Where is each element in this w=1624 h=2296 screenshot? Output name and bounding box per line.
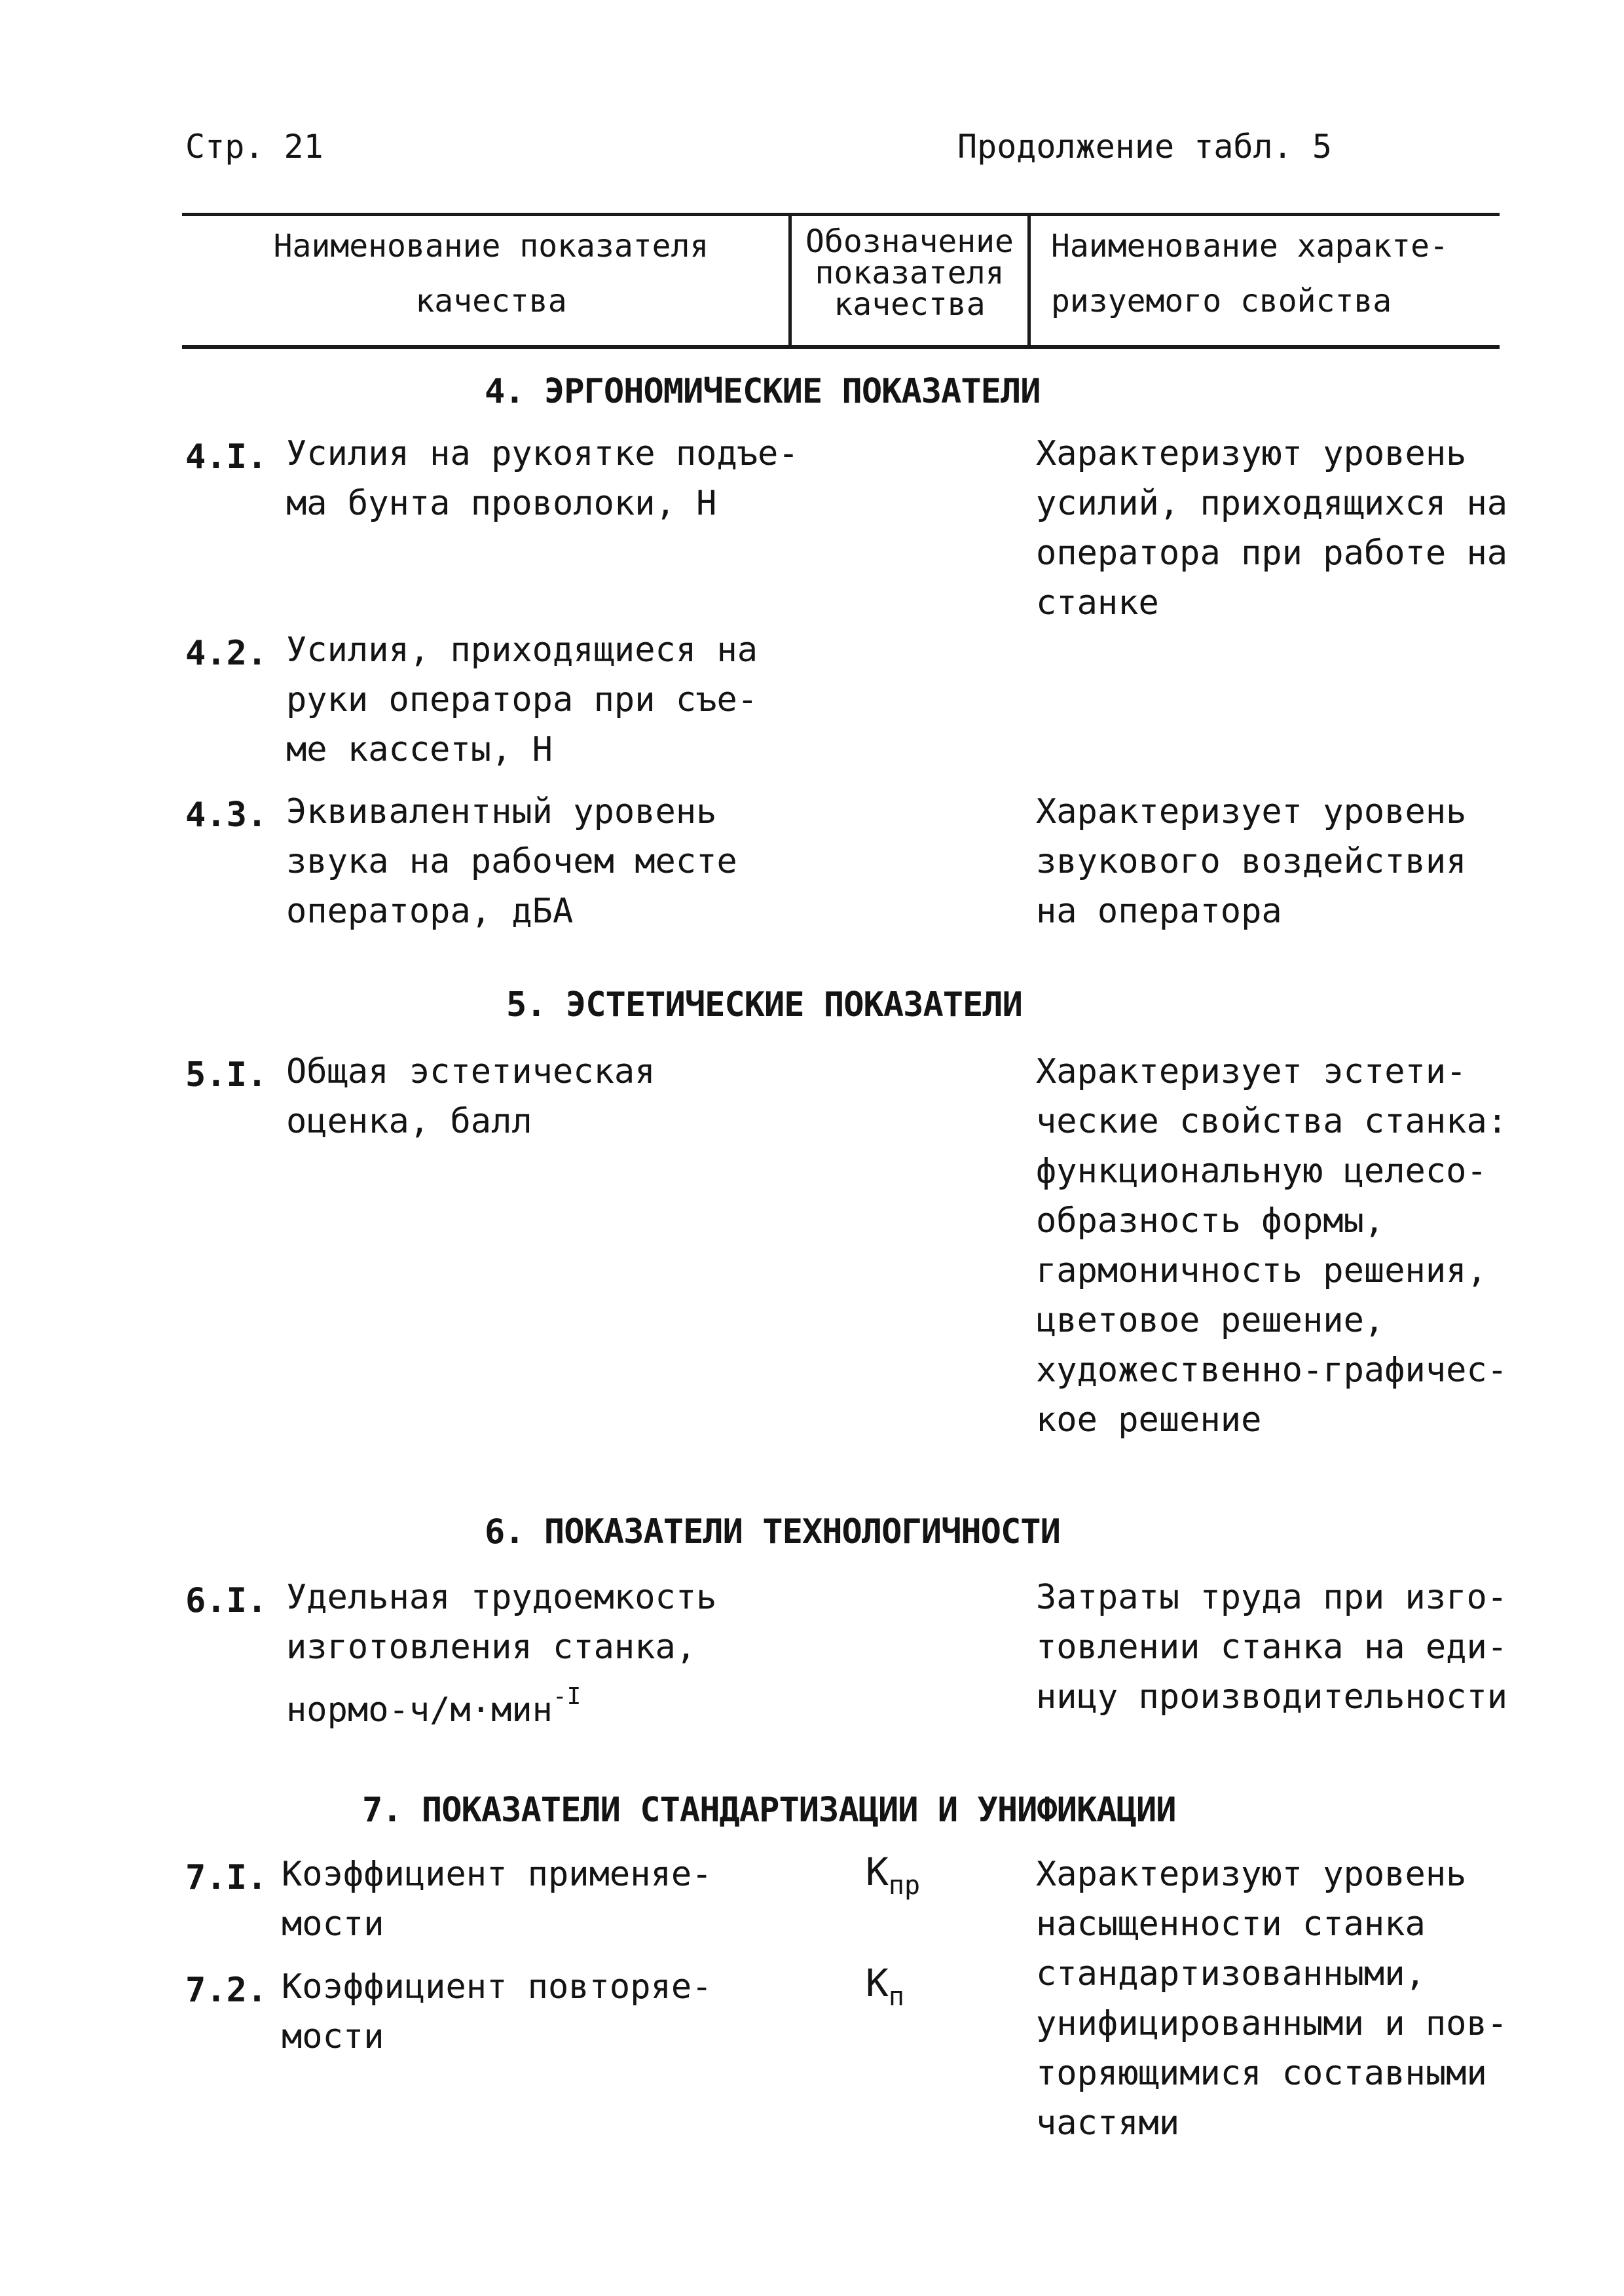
row-number: 4.2.: [185, 634, 268, 673]
column-separator-2: [1027, 216, 1031, 345]
row-number: 7.I.: [185, 1858, 268, 1897]
row-number: 4.I.: [185, 437, 268, 477]
table-continuation-label: Продолжение табл. 5: [957, 128, 1332, 166]
indicator-symbol: $К_п$: [866, 1961, 905, 2012]
characterized-property: Характеризуют уровень насыщенности станка стандартизованными, унифицированными и пов- торяющимися составными частями: [1036, 1855, 1508, 2143]
section-title-ergonomic: 4. ЭРГОНОМИЧЕСКИЕ ПОКАЗАТЕЛИ: [485, 372, 1041, 411]
indicator-unit: нормо-ч/м·мин$^{-I}$: [286, 1683, 581, 1730]
indicator-name: Общая эстетическая оценка, балл: [286, 1052, 655, 1141]
section-title-standardization: 7. ПОКАЗАТЕЛИ СТАНДАРТИЗАЦИИ И УНИФИКАЦИИ: [362, 1791, 1176, 1830]
page-number: Стр. 21: [185, 128, 323, 166]
column-header-property: Наименование характе- ризуемого свойства: [1051, 228, 1449, 319]
indicator-name: Коэффициент применяе- мости: [282, 1855, 712, 1944]
characterized-property: Характеризует уровень звукового воздействия на оператора: [1036, 792, 1467, 931]
characterized-property: Характеризуют уровень усилий, приходящихся на оператора при работе на станке: [1036, 434, 1508, 623]
section-title-technology: 6. ПОКАЗАТЕЛИ ТЕХНОЛОГИЧНОСТИ: [485, 1512, 1060, 1552]
indicator-name: Эквивалентный уровень звука на рабочем месте оператора, дБА: [286, 792, 737, 931]
table-header-bottom-rule: [182, 345, 1500, 349]
unit-exponent: -I: [553, 1683, 581, 1710]
indicator-symbol: $К_{пр}$: [866, 1850, 921, 1901]
indicator-name: Коэффициент повторяе- мости: [282, 1967, 712, 2056]
characterized-property: Затраты труда при изго- товлении станка на еди- ницу производительности: [1036, 1578, 1508, 1717]
indicator-name: Удельная трудоемкость изготовления станка, нормо-ч/м·мин$^{-I}$: [286, 1573, 716, 1735]
row-number: 6.I.: [185, 1581, 268, 1620]
indicator-name: Усилия на рукоятке подъе- ма бунта проволоки, Н: [286, 434, 799, 523]
row-number: 5.I.: [185, 1055, 268, 1095]
table-top-rule: [182, 213, 1500, 216]
section-title-aesthetic: 5. ЭСТЕТИЧЕСКИЕ ПОКАЗАТЕЛИ: [506, 985, 1022, 1025]
indicator-name: Усилия, приходящиеся на руки оператора при съе- ме кассеты, Н: [286, 630, 758, 769]
column-separator-1: [788, 216, 792, 345]
row-number: 4.3.: [185, 795, 268, 835]
characterized-property: Характеризует эстети- ческие свойства станка: функциональную целесо- образность формы, гармоничность решения, цветовое решение, художественно-графичес- кое решение: [1036, 1052, 1508, 1440]
row-number: 7.2.: [185, 1971, 268, 2010]
column-header-name: Наименование показателя качества: [273, 228, 709, 319]
column-header-symbol: Обозначение показателя качества: [805, 223, 1014, 323]
